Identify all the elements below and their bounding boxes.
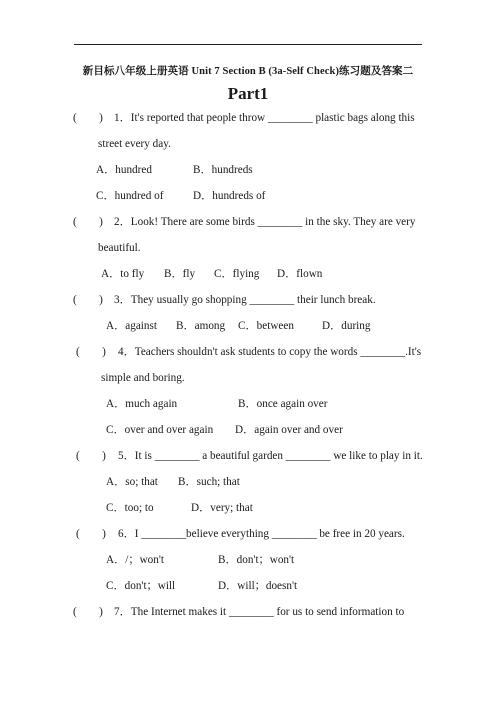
- option-d[interactable]: D．very; that: [191, 502, 253, 514]
- question-stem: 2．Look! There are some birds ________ in the sky. They are very: [114, 216, 416, 228]
- question-stem-cont: beautiful.: [98, 242, 141, 254]
- option-a[interactable]: A．to fly: [101, 268, 145, 280]
- answer-blank[interactable]: ( ): [73, 294, 103, 306]
- answer-blank[interactable]: ( ): [73, 112, 103, 124]
- option-c[interactable]: C．between: [238, 320, 294, 332]
- question-stem-cont: simple and boring.: [101, 372, 185, 384]
- option-a[interactable]: A．/；won't: [106, 554, 164, 566]
- question-stem: 1．It's reported that people throw ________ plastic bags along this: [114, 112, 415, 124]
- document-title: 新目标八年级上册英语 Unit 7 Section B (3a-Self Check)练习题及答案二: [82, 66, 414, 77]
- option-a[interactable]: A．hundred: [96, 164, 152, 176]
- answer-blank[interactable]: ( ): [76, 528, 106, 540]
- question-stem: 7．The Internet makes it ________ for us to send information to: [114, 606, 405, 618]
- answer-blank[interactable]: ( ): [76, 450, 106, 462]
- option-d[interactable]: D．will；doesn't: [218, 580, 298, 592]
- answer-blank[interactable]: ( ): [73, 606, 103, 618]
- part-heading: Part1: [227, 84, 269, 103]
- option-b[interactable]: B．once again over: [238, 398, 328, 410]
- option-d[interactable]: D．flown: [277, 268, 323, 280]
- top-rule: [74, 44, 422, 45]
- option-b[interactable]: B．fly: [164, 268, 196, 280]
- option-c[interactable]: C．hundred of: [96, 190, 164, 202]
- question-stem: 4．Teachers shouldn't ask students to copy the words ________.It's: [118, 346, 422, 358]
- question-stem-cont: street every day.: [98, 138, 171, 150]
- question-stem: 3．They usually go shopping ________ their lunch break.: [114, 294, 376, 306]
- option-c[interactable]: C．over and over again: [106, 424, 214, 436]
- option-a[interactable]: A．against: [106, 320, 157, 332]
- option-a[interactable]: A．so; that: [106, 476, 158, 488]
- question-stem: 5．It is ________ a beautiful garden ________ we like to play in it.: [118, 450, 423, 462]
- option-b[interactable]: B．among: [176, 320, 226, 332]
- question-stem: 6．I ________believe everything ________ be free in 20 years.: [118, 528, 405, 540]
- option-d[interactable]: D．hundreds of: [193, 190, 266, 202]
- option-d[interactable]: D．during: [322, 320, 371, 332]
- option-c[interactable]: C．don't；will: [106, 580, 176, 592]
- option-c[interactable]: C．flying: [214, 268, 260, 280]
- option-b[interactable]: B．don't；won't: [218, 554, 295, 566]
- option-c[interactable]: C．too; to: [106, 502, 154, 514]
- option-b[interactable]: B．such; that: [178, 476, 240, 488]
- option-a[interactable]: A．much again: [106, 398, 178, 410]
- answer-blank[interactable]: ( ): [73, 216, 103, 228]
- option-b[interactable]: B．hundreds: [193, 164, 253, 176]
- option-d[interactable]: D．again over and over: [235, 424, 343, 436]
- answer-blank[interactable]: ( ): [76, 346, 106, 358]
